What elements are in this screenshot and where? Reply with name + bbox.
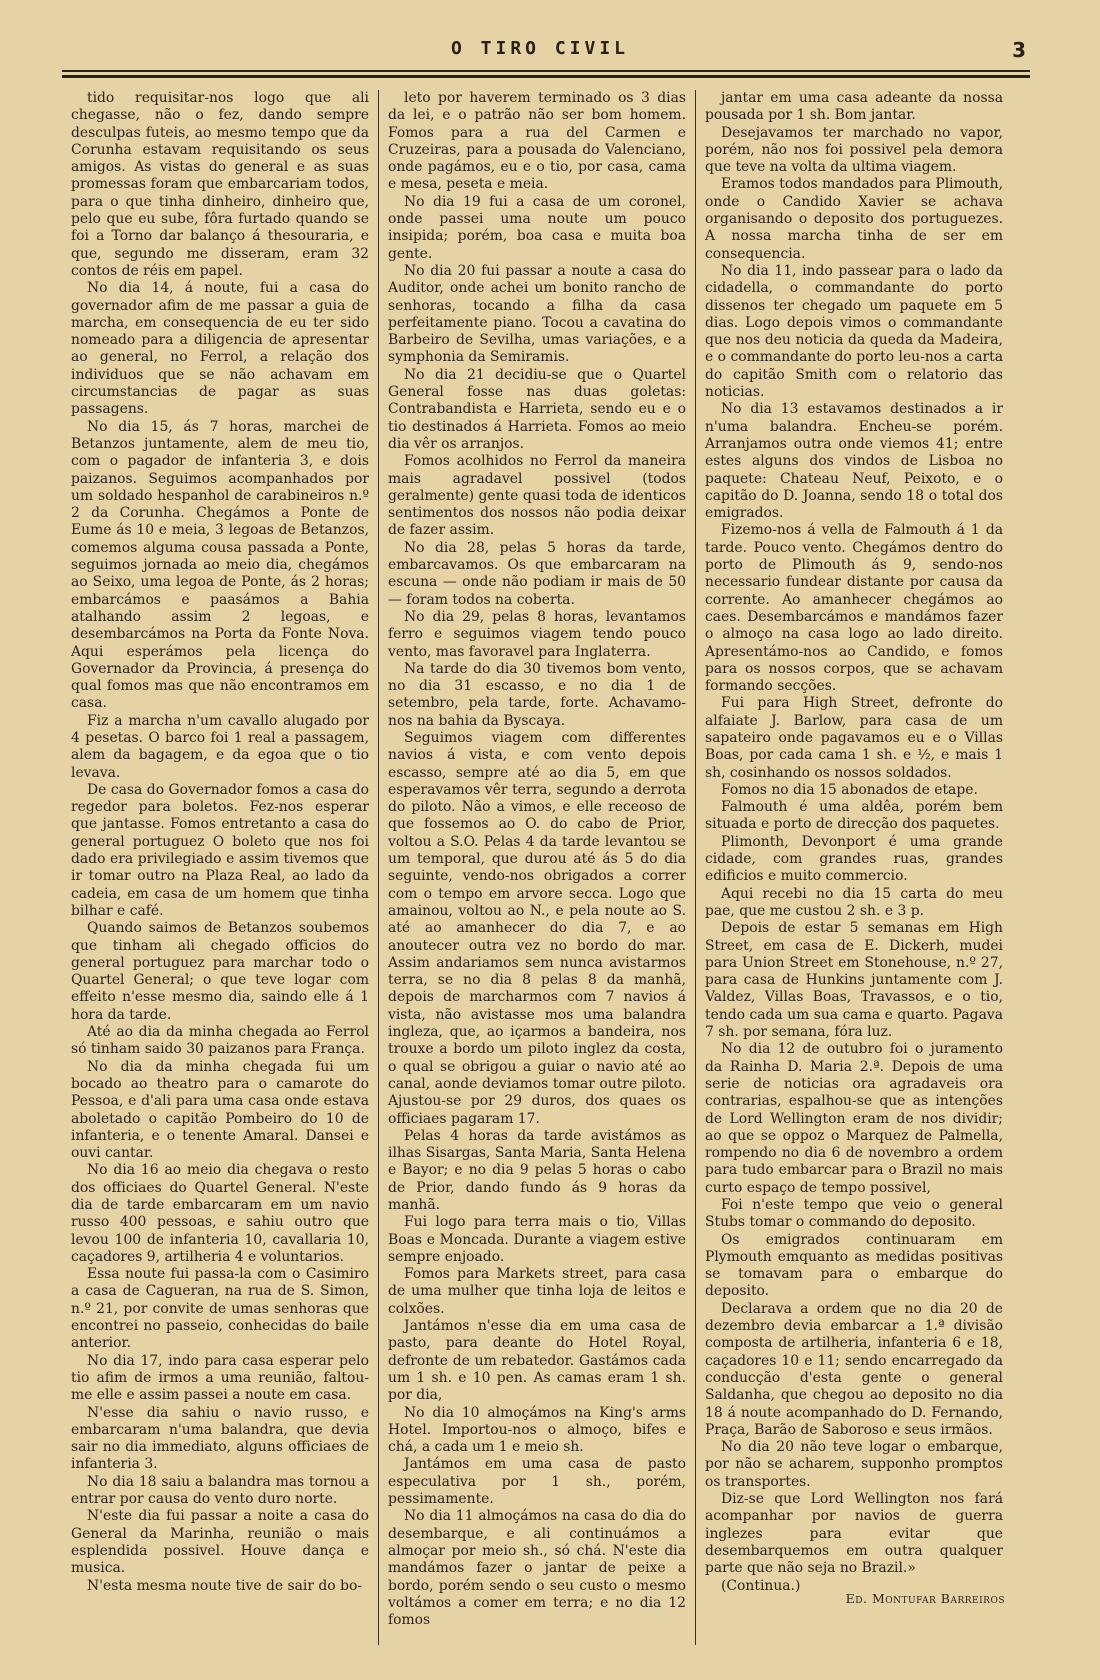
paragraph: No dia 21 decidiu-se que o Quartel General fosse nas duas goletas: Contrabandista e Harrieta, sendo eu e o tio destinados á Harrieta. Fomos ao meio dia vêr os arranjos.: [388, 366, 686, 452]
column-3: [695, 90, 1012, 1645]
paragraph: tido requisitar-nos logo que ali chegasse, não o fez, dando sempre desculpas futeis, ao mesmo tempo que da Corunha estavam requisitando os seus amigos. As vistas do general e as suas promessas foram que embarcariam todos, para o que tinha dinheiro, dinheiro que, pelo que eu sube, fôra furtado quando se foi a Torno dar balanço á thesouraria, e que, segundo me disseram, eram 32 contos de réis em papel.: [71, 90, 369, 279]
publication-title: O TIRO CIVIL: [450, 38, 630, 59]
paragraph: No dia 10 almoçámos na King's arms Hotel. Importou-nos o almoço, bifes e chá, a cada um 1 e meio sh.: [388, 1404, 686, 1456]
paragraph: No dia 16 ao meio dia chegava o resto dos officiaes do Quartel General. N'este dia de tarde embarcaram em um navio russo 400 pessoas, e sahiu outro que levou 100 de infanteria 10, cavallaria 10, caçadores 9, artilheria 4 e voluntarios.: [71, 1162, 369, 1265]
paragraph: Plimonth, Devonport é uma grande cidade, com grandes ruas, grandes edificios e muito commercio.: [705, 833, 1003, 885]
paragraph: Foi n'este tempo que veio o general Stubs tomar o commando do deposito.: [705, 1197, 1003, 1231]
paragraph: N'esse dia sahiu o navio russo, e embarcaram n'uma balandra, que devia sair no dia immediato, alguns officiaes de infanteria 3.: [71, 1404, 369, 1473]
paragraph: N'esta mesma noute tive de sair do bo-: [87, 1577, 363, 1594]
paragraph: Jantámos n'esse dia em uma casa de pasto, para deante do Hotel Royal, defronte de um rebatedor. Gastámos cada um 1 sh. e 10 pen. As camas eram 1 sh. por dia,: [388, 1318, 686, 1404]
header-rule-thin: [62, 70, 1030, 72]
paragraph: Jantámos em uma casa de pasto especulativa por 1 sh., porém, pessimamente.: [388, 1456, 686, 1508]
paragraph: No dia 28, pelas 5 horas da tarde, embarcavamos. Os que embarcaram na escuna — onde não podiam ir mais de 50 — foram todos na coberta.: [388, 539, 686, 608]
paragraph: No dia 14, á noute, fui a casa do governador afim de me passar a guia de marcha, em consequencia de eu ter sido nomeado para a diligencia de apresentar ao general, no Ferrol, a relação dos individuos que se não achavam em circumstancias de pagar as suas passagens.: [71, 280, 369, 418]
author-signature: Ed. Montufar Barreiros: [845, 1591, 1005, 1606]
paragraph: Na tarde do dia 30 tivemos bom vento, no dia 31 escasso, e no dia 1 de setembro, pela tarde, forte. Achavamo-nos na bahia da Byscaya.: [388, 660, 686, 729]
paragraph: Desejavamos ter marchado no vapor, porém, não nos foi possivel pela demora que teve na volta da ultima viagem.: [705, 124, 1003, 176]
paragraph: No dia 19 fui a casa de um coronel, onde passei uma noute um pouco insipida; porém, boa casa e muita boa gente.: [388, 193, 686, 262]
text-columns: [62, 90, 1012, 1645]
header-rule-thick: [62, 75, 1030, 78]
paragraph: Declarava a ordem que no dia 20 de dezembro devia embarcar a 1.ª divisão composta de artilheria, infanteria 6 e 18, caçadores 10 e 11; sendo encarregado da conducção d'esta gente o general Saldanha, que chegou ao deposito no dia 18 á noute acompanhado do D. Fernando, Praça, Barão de Saboroso e seus irmãos.: [705, 1300, 1003, 1438]
page-number: 3: [1012, 38, 1026, 62]
paragraph: Os emigrados continuaram em Plymouth emquanto as medidas positivas se tomavam para o embarque do deposito.: [705, 1231, 1003, 1300]
paragraph: No dia 11, indo passear para o lado da cidadella, o commandante do porto dissenos ter chegado um paquete em 5 dias. Logo depois vimos o commandante que nos deu noticia da queda da Madeira, e o commandante do porto leu-nos a carta do capitão Smith com o relatorio das noticias.: [705, 262, 1003, 401]
paragraph: Falmouth é uma aldêa, porém bem situada e porto de direcção dos paquetes.: [705, 799, 1003, 833]
paragraph: Fomos para Markets street, para casa de uma mulher que tinha loja de leitos e colxões.: [388, 1266, 686, 1317]
paragraph: No dia 13 estavamos destinados a ir n'uma balandra. Encheu-se porém. Arranjamos outra onde viemos 41; entre estes alguns dos vindos de Lisboa no paquete: Chateau Neuf, Peixoto, e o capitão do D. Joanna, sendo 18 o total dos emigrados.: [705, 401, 1003, 522]
paragraph: Fizemo-nos á vella de Falmouth á 1 da tarde. Pouco vento. Chegámos dentro do porto de Plimouth ás 9, sendo-nos necessario fundear distante por causa da corrente. Ao amanhecer chegámos ao caes. Desembarcámos e mandámos fazer o almoço na casa logo ao lado direito. Apresentámo-nos ao Candido, e fomos para os nossos corpos, que se achavam formando secções.: [705, 522, 1003, 695]
paragraph: No dia 11 almoçámos na casa do dia do desembarque, e ali continuámos a almoçar por meio sh., só chá. N'este dia mandámos fazer o jantar de peixe a bordo, porém sendo o seu custo o mesmo voltámos a comer em terra; e no dia 12 fomos: [388, 1508, 686, 1629]
paragraph: (Continua.): [721, 1577, 801, 1594]
paragraph: No dia da minha chegada fui um bocado ao theatro para o camarote do Pessoa, e d'ali para uma casa onde estava aboletado o capitão Pombeiro do 10 de infanteria, e o tenente Amaral. Dansei e ouvi cantar.: [71, 1058, 369, 1162]
paragraph: Fiz a marcha n'um cavallo alugado por 4 pesetas. O barco foi 1 real a passagem, alem da bagagem, e da egoa que o tio levava.: [71, 712, 369, 781]
paragraph: Essa noute fui passa-la com o Casimiro a casa de Cagueran, na rua de S. Simon, n.º 21, por convite de umas senhoras que encontrei no passeio, conhecidas do baile anterior.: [71, 1266, 369, 1352]
paragraph: jantar em uma casa adeante da nossa pousada por 1 sh. Bom jantar.: [705, 90, 1003, 124]
paragraph: Depois de estar 5 semanas em High Street, em casa de E. Dickerh, mudei para Union Street em Stonehouse, n.º 27, para casa de Hunkins juntamente com J. Valdez, Villas Boas, Travassos, e o tio, tendo cada um sua cama e quarto. Pagava 7 sh. por semana, fóra luz.: [705, 920, 1003, 1041]
paragraph: No dia 17, indo para casa esperar pelo tio afim de irmos a uma reunião, faltou-me elle e assim passei a noute em casa.: [71, 1352, 369, 1404]
paragraph: De casa do Governador fomos a casa do regedor para boletos. Fez-nos esperar que jantasse. Fomos entretanto a casa do general portuguez O boleto que nos foi dado era privilegiado e assim tivemos que ir tomar outro na Plaza Real, ao lado da cadeia, em casa de um homem que tinha bilhar e café.: [71, 781, 369, 919]
paragraph: leto por haverem terminado os 3 dias da lei, e o patrão não ser bom homem. Fomos para a rua del Carmen e Cruzeiras, para a pousada do Valenciano, onde pagámos, eu e o tio, por casa, cama e mesa, peseta e meia.: [388, 90, 686, 193]
paragraph: N'este dia fui passar a noite a casa do General da Marinha, reunião o mais esplendida possivel. Houve dança e musica.: [71, 1508, 369, 1577]
paragraph: No dia 12 de outubro foi o juramento da Rainha D. Maria 2.ª. Depois de uma serie de noticias ora agradaveis ora contrarias, espalhou-se que as intenções de Lord Wellington eram de nos dividir; ao que se oppoz o Marquez de Palmella, rompendo no dia 6 de novembro a ordem para tudo embarcar para o Brazil no mais curto espaço de tempo possivel,: [705, 1041, 1003, 1196]
paragraph: Pelas 4 horas da tarde avistámos as ilhas Sisargas, Santa Maria, Santa Helena e Bayor; e no dia 9 pelas 5 horas o cabo de Prior, dando fundo ás 9 horas da manhã.: [388, 1127, 686, 1213]
paragraph: Quando saimos de Betanzos soubemos que tinham ali chegado officios do general portuguez para marchar todo o Quartel General; o que teve logar com effeito n'esse mesmo dia, saindo elle á 1 hora da tarde.: [71, 920, 369, 1023]
paragraph: Diz-se que Lord Wellington nos fará acompanhar por navios de guerra inglezes para evitar que desembarquemos em outra qualquer parte que não seja no Brazil.»: [705, 1491, 1003, 1577]
paragraph: Eramos todos mandados para Plimouth, onde o Candido Xavier se achava organisando o deposito dos portuguezes. A nossa marcha tinha de ser em consequencia.: [705, 176, 1003, 262]
paragraph: Fomos acolhidos no Ferrol da maneira mais agradavel possivel (todos geralmente) gente quasi toda de identicos sentimentos dos nossos não podia deixar de fazer assim.: [388, 453, 686, 539]
paragraph: Aqui recebi no dia 15 carta do meu pae, que me custou 2 sh. e 3 p.: [705, 885, 1003, 919]
paragraph: No dia 15, ás 7 horas, marchei de Betanzos juntamente, alem de meu tio, com o pagador de infanteria 3, e dois paizanos. Seguimos acompanhados por um soldado hespanhol de carabineiros n.º 2 da Corunha. Chegámos a Ponte de Eume ás 10 e meia, 3 legoas de Betanzos, comemos alguma cousa passada a Ponte, seguimos jornada ao meio dia, chegámos ao Seixo, uma legoa de Ponte, ás 2 horas; embarcámos e paasámos a Bahia atalhando assim 2 legoas, e desembarcámos na Porta da Fonte Nova. Aqui esperámos pela licença do Governador da Provincia, á presença do qual fomos mas que não encontramos em casa.: [71, 418, 369, 712]
paragraph: Fui logo para terra mais o tio, Villas Boas e Moncada. Durante a viagem estive sempre enjoado.: [388, 1214, 686, 1265]
paragraph: Até ao dia da minha chegada ao Ferrol só tinham saido 30 paizanos para França.: [71, 1024, 369, 1058]
paragraph: Fomos no dia 15 abonados de etape.: [721, 781, 978, 798]
paragraph: Seguimos viagem com differentes navios á vista, e com vento depois escasso, sempre até ao dia 5, em que esperavamos vêr terra, segundo a derrota do piloto. Não a vimos, e elle receoso de que fossemos ao O. do cabo de Prior, voltou a S.O. Pelas 4 da tarde levantou se um temporal, que durou até ás 5 do dia seguinte, vendo-nos obrigados a correr com o tempo em arvore secca. Logo que amainou, voltou ao N., e pela noute ao S. até ao amanhecer do dia 7, e ao anoutecer outra vez no bordo do mar. Assim andariamos sem nunca avistarmos terra, se no dia 8 pelas 8 da manhã, depois de marcharmos com 7 navios á vista, não avistasse mos uma balandra ingleza, que, ao içarmos a bandeira, nos trouxe a bordo um piloto inglez da costa, o qual se obrigou a guiar o navio até ao canal, aonde deviamos tomar outre piloto. Ajustou-se por 29 duros, dos quaes os officiaes pagaram 17.: [388, 729, 686, 1127]
paragraph: No dia 29, pelas 8 horas, levantamos ferro e seguimos viagem tendo pouco vento, mas favoravel para Inglaterra.: [388, 608, 686, 660]
paragraph: No dia 20 fui passar a noute a casa do Auditor, onde achei um bonito rancho de senhoras, tocando a filha da casa perfeitamente piano. Tocou a cavatina do Barbeiro de Sevilha, umas variações, e a symphonia da Semiramis.: [388, 262, 686, 366]
paragraph: No dia 20 não teve logar o embarque, por não se acharem, supponho promptos os transportes.: [705, 1439, 1003, 1490]
column-1: [62, 90, 378, 1645]
paragraph: No dia 18 saiu a balandra mas tornou a entrar por causa do vento duro norte.: [71, 1473, 369, 1508]
paragraph: Fui para High Street, defronte do alfaiate J. Barlow, para casa de um sapateiro onde pagavamos eu e o Villas Boas, por cada cama 1 sh. e ½, e mais 1 sh, cosinhando os nossos soldados.: [705, 695, 1003, 781]
column-2: [378, 90, 695, 1645]
